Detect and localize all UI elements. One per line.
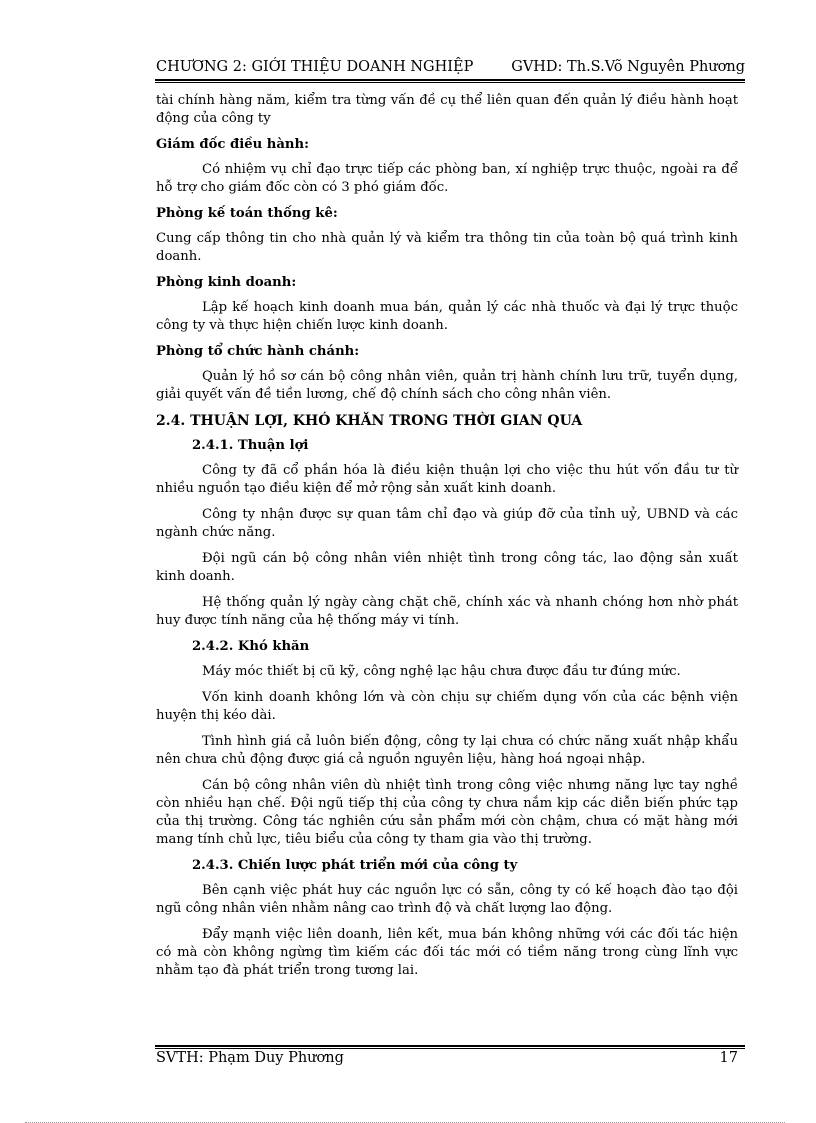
subsection-heading: 2.4.2. Khó khăn: [192, 639, 310, 654]
section-heading: Phòng tổ chức hành chánh:: [156, 344, 360, 359]
student-name: SVTH: Phạm Duy Phương: [156, 1050, 344, 1066]
chapter-title: CHƯƠNG 2: GIỚI THIỆU DOANH NGHIỆP: [156, 59, 474, 75]
page-body: [156, 92, 738, 988]
paragraph: Máy móc thiết bị cũ kỹ, công nghệ lạc hậu chưa được đầu tư đúng mức.: [202, 664, 681, 679]
footer-divider-thin: [155, 1048, 745, 1049]
page-number: 17: [719, 1050, 738, 1066]
subsection-heading: 2.4.3. Chiến lược phát triển mới của công ty: [192, 858, 518, 873]
paragraph: Hệ thống quản lý ngày càng chặt chẽ, chính xác và nhanh chóng hơn nhờ phát huy được tính năng của hệ thống máy vi tính.: [156, 595, 738, 628]
section-heading: Phòng kế toán thống kê:: [156, 206, 338, 221]
section-heading: Phòng kinh doanh:: [156, 275, 297, 290]
paragraph: Đẩy mạnh việc liên doanh, liên kết, mua bán không những với các đối tác hiện có mà còn không ngừng tìm kiếm các đối tác mới có tiềm năng trong cùng lĩnh vực nhằm tạo đà phát triển trong tương lai.: [156, 927, 738, 978]
subsection-heading: 2.4.1. Thuận lợi: [192, 438, 309, 453]
section-heading: Giám đốc điều hành:: [156, 137, 309, 152]
paragraph: Cán bộ công nhân viên dù nhiệt tình trong công việc nhưng năng lực tay nghề còn nhiều hạn chế. Đội ngũ tiếp thị của công ty chưa nắm kịp các diễn biến phức tạp của thị trường. Công tác nghiên cứu sản phẩm mới còn chậm, chưa có mặt hàng mới mang tính chủ lực, tiêu biểu của công ty tham gia vào thị trường.: [156, 778, 738, 847]
paragraph: Cung cấp thông tin cho nhà quản lý và kiểm tra thông tin của toàn bộ quá trình kinh doanh.: [156, 231, 738, 264]
header-divider-thin: [155, 82, 745, 83]
paragraph: Lập kế hoạch kinh doanh mua bán, quản lý các nhà thuốc và đại lý trực thuộc công ty và thực hiện chiến lược kinh doanh.: [156, 300, 738, 333]
paragraph: Có nhiệm vụ chỉ đạo trực tiếp các phòng ban, xí nghiệp trực thuộc, ngoài ra để hỗ trợ cho giám đốc còn có 3 phó giám đốc.: [156, 162, 738, 195]
chapter-section-heading: 2.4. THUẬN LỢI, KHÓ KHĂN TRONG THỜI GIAN QUA: [156, 413, 583, 429]
paragraph: Tình hình giá cả luôn biến động, công ty lại chưa có chức năng xuất nhập khẩu nên chưa chủ động được giá cả nguồn nguyên liệu, hàng hoá ngoại nhập.: [156, 734, 738, 767]
header-divider: [155, 79, 745, 81]
paragraph: Công ty đã cổ phần hóa là điều kiện thuận lợi cho việc thu hút vốn đầu tư từ nhiều nguồn tạo điều kiện để mở rộng sản xuất kinh doanh.: [156, 463, 738, 496]
footer-divider: [155, 1045, 745, 1047]
paragraph: tài chính hàng năm, kiểm tra từng vấn đề cụ thể liên quan đến quản lý điều hành hoạt động của công ty: [156, 93, 738, 126]
advisor-name: GVHD: Th.S.Võ Nguyên Phương: [511, 59, 745, 75]
paragraph: Công ty nhận được sự quan tâm chỉ đạo và giúp đỡ của tỉnh uỷ, UBND và các ngành chức năng.: [156, 507, 738, 540]
paragraph: Đội ngũ cán bộ công nhân viên nhiệt tình trong công tác, lao động sản xuất kinh doanh.: [156, 551, 738, 584]
paragraph: Vốn kinh doanh không lớn và còn chịu sự chiếm dụng vốn của các bệnh viện huyện thị kéo dài.: [156, 690, 738, 723]
paragraph: Bên cạnh việc phát huy các nguồn lực có sẵn, công ty có kế hoạch đào tạo đội ngũ công nhân viên nhằm nâng cao trình độ và chất lượng lao động.: [156, 883, 738, 916]
page-header: [156, 57, 745, 79]
paragraph: Quản lý hồ sơ cán bộ công nhân viên, quản trị hành chính lưu trữ, tuyển dụng, giải quyết vấn đề tiền lương, chế độ chính sách cho công nhân viên.: [156, 369, 738, 402]
